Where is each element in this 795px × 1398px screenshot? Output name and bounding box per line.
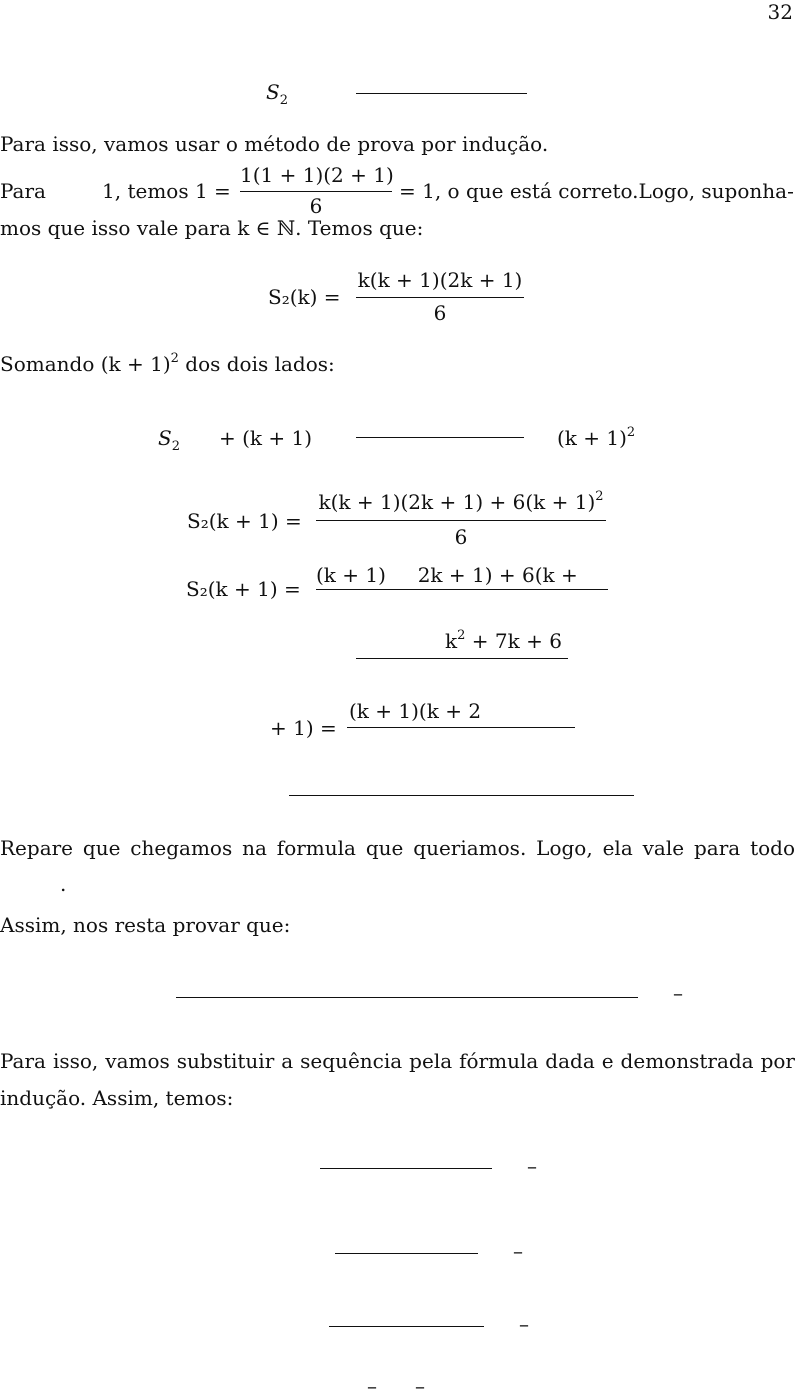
text-hypothesis-intro: mos que isso vale para k ∈ ℕ. Temos que: <box>0 216 424 240</box>
fraction-bar <box>289 795 634 796</box>
sum-right-term: $(k + 1)^2$ <box>557 425 636 450</box>
eq-b-numerator: (k + 1) 2k + 1) + 6(k + <box>316 563 578 587</box>
paragraph-sum: Somando $(k + 1)^2$ dos dois lados: <box>0 351 335 376</box>
fraction-bar <box>335 1253 478 1254</box>
dash: – <box>673 981 683 1005</box>
dash: – <box>527 1154 537 1178</box>
dash: – <box>415 1374 425 1398</box>
text-para: Para <box>0 179 46 203</box>
hypothesis-fraction-bar <box>356 297 524 298</box>
sum-s2: $S_2$ <box>158 426 180 454</box>
eq-d-fraction-bar <box>347 727 575 728</box>
base-fraction-bar <box>240 191 392 192</box>
dash: – <box>367 1374 377 1398</box>
equation-s2-label: $S_2$ <box>266 80 288 108</box>
hypothesis-denominator: 6 <box>433 301 447 325</box>
eq-c-numerator: $k^2 + 7k + 6$ <box>445 628 562 653</box>
paragraph-substitution: Para isso, vamos substituir a sequência pela fórmula dada e demonstrada por <box>0 1049 795 1073</box>
fraction-bar <box>329 1326 484 1327</box>
sum-plus-term: + (k + 1) <box>219 426 313 450</box>
paragraph-conclusion: Repare que chegamos na formula que queriamos. Logo, ela vale para todo <box>0 836 795 860</box>
paragraph-assim: Assim, nos resta provar que: <box>0 913 291 937</box>
dash: – <box>519 1312 529 1336</box>
eq-a-denominator: 6 <box>454 525 468 549</box>
paragraph-conclusion-end: . <box>60 872 67 896</box>
dash: – <box>513 1239 523 1263</box>
fraction-bar <box>356 93 527 94</box>
paragraph-induction: Para isso, vamos usar o método de prova por indução. <box>0 132 549 156</box>
page-number: 32 <box>767 0 793 24</box>
eq-a-numerator: $k(k + 1)(2k + 1) + 6(k + 1)^2$ <box>318 489 604 514</box>
base-fraction-numerator: 1(1 + 1)(2 + 1) <box>240 163 394 187</box>
fraction-bar <box>320 1168 492 1169</box>
base-fraction-denominator: 6 <box>309 194 323 218</box>
hypothesis-lhs: S₂(k) = <box>268 285 341 309</box>
text-base-case: 1, temos 1 = <box>102 179 231 203</box>
text-base-conclusion: = 1, o que está correto.Logo, suponha- <box>399 179 794 203</box>
eq-b-lhs: S₂(k + 1) = <box>186 577 301 601</box>
eq-d-lhs: + 1) = <box>270 716 337 740</box>
eq-a-fraction-bar <box>316 520 606 521</box>
fraction-bar <box>356 437 524 438</box>
paragraph-substitution-end: indução. Assim, temos: <box>0 1086 234 1110</box>
eq-a-lhs: S₂(k + 1) = <box>187 509 302 533</box>
eq-c-fraction-bar <box>356 658 568 659</box>
fraction-bar <box>176 997 638 998</box>
eq-b-fraction-bar <box>316 589 608 590</box>
hypothesis-numerator: k(k + 1)(2k + 1) <box>357 268 523 292</box>
eq-d-numerator: (k + 1)(k + 2 <box>349 699 482 723</box>
